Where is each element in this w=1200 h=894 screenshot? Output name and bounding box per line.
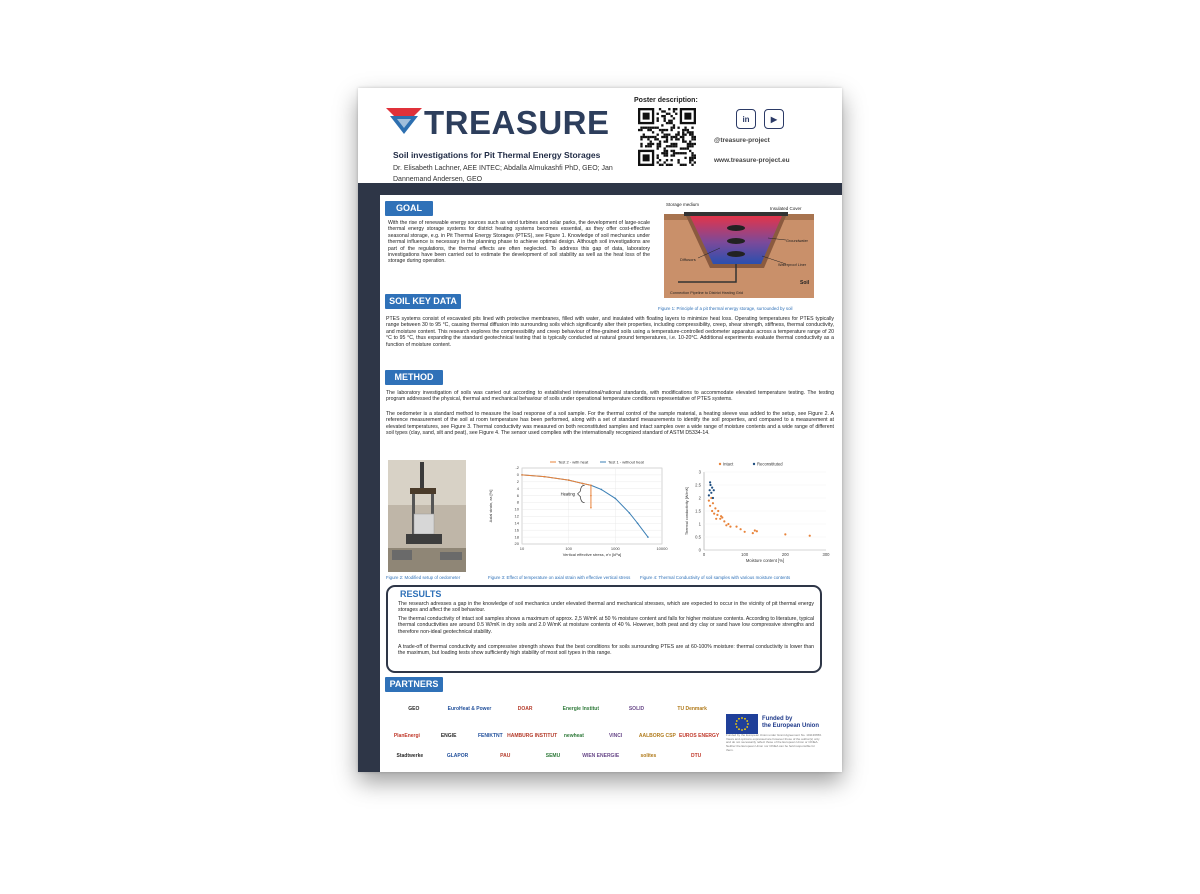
soil-key-data-heading: SOIL KEY DATA <box>385 294 461 309</box>
y-tick-label: 4 <box>516 485 519 491</box>
scatter-point <box>711 510 713 512</box>
scatter-point <box>740 528 742 530</box>
scatter-point <box>716 514 718 516</box>
x-tick-label: 300 <box>822 552 830 557</box>
label-insulated-cover: Insulated Cover <box>770 206 802 211</box>
legend-entry: Test 2 - with heat <box>558 459 589 465</box>
y-tick-label: 2.5 <box>695 482 701 488</box>
scatter-point <box>723 520 725 522</box>
scatter-point <box>717 510 719 512</box>
scatter-point <box>809 535 811 537</box>
x-axis-label: Vertical effective stress, σ'v [kPa] <box>562 552 622 557</box>
treasure-logo-icon <box>386 106 422 136</box>
scatter-point <box>712 502 714 504</box>
scatter-point <box>709 489 711 491</box>
scatter-point <box>709 505 711 507</box>
method-heading: METHOD <box>385 370 443 385</box>
scatter-point <box>713 489 715 491</box>
partner-logo: GEO <box>408 706 420 712</box>
scatter-point <box>725 524 727 526</box>
x-tick-label: 200 <box>781 552 789 557</box>
poster-title: Soil investigations for Pit Thermal Energy Storages <box>393 150 601 160</box>
legend-entry: Test 1 - without heat <box>608 459 644 465</box>
partner-logo: PlanEnergi <box>393 733 420 739</box>
partner-logo: EUROS ENERGY <box>678 733 720 739</box>
series-point <box>629 512 631 514</box>
authors: Dr. Elisabeth Lachner, AEE INTEC; Abdalla Almukashfi PhD, GEO; Jan Dannemand Andersen, GEO <box>393 165 613 183</box>
y-tick-label: 12 <box>514 513 519 519</box>
partner-logo: ENGIE <box>440 733 457 739</box>
legend-marker <box>719 463 721 465</box>
scatter-point <box>729 526 731 528</box>
y-tick-label: 0 <box>516 472 519 478</box>
partner-logo: EuroHeat & Power <box>447 706 492 712</box>
scatter-point <box>710 492 712 494</box>
scatter-point <box>709 484 711 486</box>
method-text-1: The laboratory investigation of soils was carried out according to established international/national standards, with modifications to accommodate elevated temperature testing. The testing program addressed the physical, thermal and mechanical behaviour of soils under operational temperature conditions representative of PTES systems. <box>386 390 834 403</box>
poster <box>358 88 842 772</box>
x-axis-label: Moisture content [%] <box>745 558 785 563</box>
label-storage-medium: Storage medium <box>666 202 700 207</box>
y-axis-label: Thermal conductivity [W/mK] <box>685 486 689 536</box>
series-point <box>647 536 649 538</box>
partner-logo: WIEN ENERGIE <box>582 753 620 759</box>
y-tick-label: 2 <box>698 495 701 501</box>
results-text-1: The research adresses a gap in the knowledge of soil mechanics under elevated thermal and mechanical stresses, which are expected to occur in the vicinity of pit thermal energy storages and affect the soil behaviour. <box>398 601 814 614</box>
y-tick-label: 0.5 <box>695 534 701 540</box>
label-soil: Soil <box>800 280 810 286</box>
scatter-point <box>712 497 714 499</box>
x-tick-label: 100 <box>565 546 573 551</box>
partner-logo: SOLID <box>628 706 645 712</box>
qr-label: Poster description: <box>634 97 698 104</box>
partner-logo: Stadtwerke <box>396 753 424 759</box>
y-tick-label: 14 <box>514 520 519 526</box>
legend-entry: Reconstituted <box>757 461 783 467</box>
y-axis-label: Axial strain, εa [%] <box>488 489 493 523</box>
y-tick-label: 2 <box>516 479 519 485</box>
partner-logo: DTU <box>690 753 702 759</box>
partner-logo: HAMBURG INSTITUT <box>507 733 558 739</box>
figure-2-oedometer-photo <box>388 460 466 572</box>
partner-logo: FENIKTNT <box>478 733 503 739</box>
series-point <box>637 522 639 524</box>
eu-funding-label <box>762 716 819 730</box>
results-text-3: A trade-off of thermal conductivity and compressive strength shows that the best conditions for soils surrounding PTES are at 60-100% moisture: thermal conductivity is lower than the maximum, but loading tests show sufficiently high stability of most soil types in this range. <box>398 644 814 657</box>
partners-heading: PARTNERS <box>385 677 443 692</box>
partner-logo: PAU <box>500 753 511 759</box>
series-point <box>600 489 602 491</box>
scatter-point <box>727 523 729 525</box>
scatter-point <box>784 533 786 535</box>
series-point <box>582 483 584 485</box>
partner-logo: SEMU <box>545 753 561 759</box>
y-tick-label: 6 <box>516 492 519 498</box>
label-groundwater: Groundwater <box>786 239 808 243</box>
header-bar <box>358 183 842 195</box>
x-tick-label: 10000 <box>656 546 668 551</box>
series-point <box>590 507 592 509</box>
figure-4-conductivity-chart <box>680 460 832 572</box>
series-point <box>568 479 570 481</box>
logo-text: TREASURE <box>424 104 610 141</box>
heating-annotation: Heating <box>560 491 576 497</box>
scatter-point <box>715 518 717 520</box>
x-tick-label: 100 <box>741 552 749 557</box>
scatter-point <box>721 516 723 518</box>
legend-entry: Intact <box>723 461 734 467</box>
eu-flag-icon <box>726 714 758 734</box>
linkedin-icon[interactable]: in <box>736 109 756 129</box>
figure-4-caption: Figure 4: Thermal Conductivity of soil samples with various moisture contents <box>640 575 791 580</box>
partner-logo: newheat <box>563 733 584 739</box>
soil-key-data-text: PTES systems consist of excavated pits lined with protective membranes, filled with water, and insulated with floating layers to minimize heat loss. Operating temperatures for PTES typically range between 30 to 95 °C, causing thermal diffusion into surrounding soils which significantly alter their properties, including compressibility, creep, shear strength, stiffness, thermal conductivity, and moisture content. This research explores the compressibility and creep behaviour of fine-grained soils using a temperature-controlled oedometer apparatus across a temperature range of 20 °C to 95 °C, thus expanding the standard geotechnical testing that is typically conducted at natural ground temperatures, i.e. 10-20°C. Additional experiments evaluate thermal conductivity as a function of moisture content. <box>386 316 834 348</box>
partner-logo: Energie Institut <box>562 706 600 712</box>
series-point <box>521 474 523 476</box>
x-tick-label: 1000 <box>610 546 620 551</box>
partner-logo: GLAPOR <box>446 753 469 759</box>
eu-funded-line-2: the European Union <box>762 723 819 729</box>
figure-1-pit-storage-diagram <box>658 198 820 302</box>
goal-text: With the rise of renewable energy sources such as wind turbines and solar parks, the development of large-scale thermal energy storage systems for district heating systems becomes essential, as they offer cost-effective seasonal storage, e.g. in Pit Thermal Energy Storages (PTES), see Figure 1. Knowledge of soil mechanics under thermal influence is necessary in the planning phase to achieve optimal design. Although soil investigations are part of the regulations, the thermal effects are often neglected. To address this gap of data, laboratory investigations have been carried out to estimate the development of soil stability as well as the heat loss of the storage during operation. <box>388 220 650 265</box>
figure-3-strain-chart <box>484 458 674 574</box>
y-tick-label: 1.5 <box>695 508 701 514</box>
y-tick-label: 0 <box>698 547 701 553</box>
scatter-point <box>754 529 756 531</box>
goal-heading: GOAL <box>385 201 433 216</box>
scatter-point <box>756 530 758 532</box>
partner-logo: TU Denmark <box>677 706 707 712</box>
social-handle[interactable]: @treasure-project <box>714 137 770 144</box>
x-tick-label: 0 <box>702 552 706 557</box>
qr-code-icon[interactable] <box>637 108 697 166</box>
series-point <box>543 476 545 478</box>
scatter-point <box>714 507 716 509</box>
scatter-point <box>708 494 710 496</box>
y-tick-label: 1 <box>698 521 701 527</box>
scatter-point <box>744 531 746 533</box>
label-pipeline: Connection Pipeline to District Heating Grid <box>670 291 744 295</box>
scatter-point <box>735 526 737 528</box>
results-text-2: The thermal conductivity of intact soil samples shows a maximum of approx. 2,5 W/mK at 50 % moisture content and falls for higher moisture contents. According to literature, typical thermal conductivities are around 0.5 W/mK in dry soils and 2.0 W/mK at moisture contents of 40 %. However, both peat and dry clay or sand have low compressive strengths and therefore non-ideal geotechnical stability. <box>398 616 814 635</box>
website-link[interactable]: www.treasure-project.eu <box>714 157 790 164</box>
y-tick-label: 16 <box>514 527 519 533</box>
figure-3-caption: Figure 3: Effect of temperature on axial strain with effective vertical stress <box>488 575 631 580</box>
series-point <box>590 495 592 497</box>
series-point <box>590 484 592 486</box>
method-text-2: The oedometer is a standard method to measure the load response of a soil sample. For the thermal control of the sample material, a heating sleeve was added to the setup, see Figure 2. A reference measurement of the soil at room temperature has been performed, along with a set of standard measurements to identify the soil properties, and compared to a measurement at elevated temperatures, see Figure 3. Thermal conductivity was measured on both reconstituted samples and intact samples over a wide range of moisture contents and a wide range of different soil types (clay, sand, silt and peat), see Figure 4. The sensor used complies with the internationally recognized standard of ASTM D5334-14. <box>386 411 834 437</box>
label-diffusors: Diffusors <box>680 257 696 262</box>
scatter-point <box>713 513 715 515</box>
y-tick-label: 18 <box>514 534 519 540</box>
y-tick-label: 3 <box>698 469 701 475</box>
scatter-point <box>752 532 754 534</box>
left-sidebar-bar <box>358 195 380 772</box>
eu-disclaimer: Funded by the European Union under Grant Agreement No. 101136656. Views and opinions expressed are however those of the author(s) only and do not necessarily reflect those of the European Union or CINEA. Neither the European Union nor CINEA can be held responsible for them. <box>726 733 822 752</box>
y-tick-label: 10 <box>514 506 519 512</box>
scatter-point <box>708 500 710 502</box>
series-point <box>615 498 617 500</box>
youtube-icon[interactable]: ▶ <box>764 109 784 129</box>
scatter-point <box>709 481 711 483</box>
y-tick-label: 8 <box>516 499 519 505</box>
partner-logo: solites <box>640 753 657 759</box>
partner-logo: AALBORG CSP <box>638 733 676 739</box>
scatter-point <box>719 518 721 520</box>
y-tick-label: -2 <box>515 465 519 471</box>
results-heading: RESULTS <box>400 589 442 599</box>
insulated-cover <box>684 212 788 216</box>
figure-1-caption: Figure 1: Principle of a pit thermal energy storage, surrounded by soil <box>658 306 793 311</box>
x-tick-label: 10 <box>519 546 525 551</box>
legend-marker <box>753 463 755 465</box>
partner-logo: VINCI <box>608 733 623 739</box>
label-waterproof-liner: Waterproof Liner <box>778 263 807 267</box>
eu-funded-line-1: Funded by <box>762 716 793 722</box>
scatter-point <box>711 487 713 489</box>
y-tick-label: 20 <box>514 541 519 547</box>
figure-2-caption: Figure 2: Modified setup of oedometer <box>386 575 461 580</box>
partner-logo: DOAR <box>517 706 533 712</box>
